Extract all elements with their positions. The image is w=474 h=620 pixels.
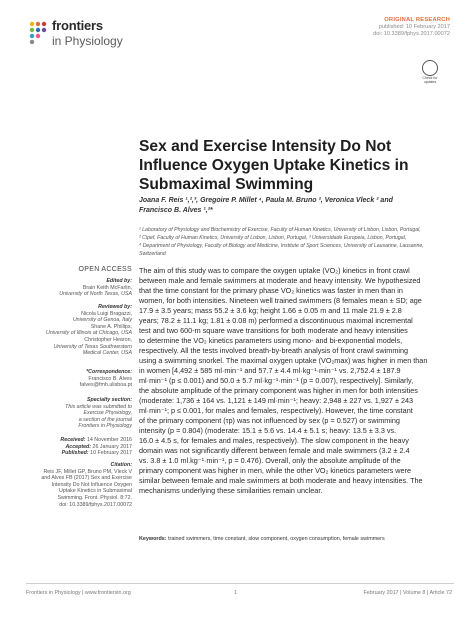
reviewer-affiliation: University of Illinois at Chicago, USA bbox=[46, 330, 132, 337]
abstract-line: vs. 3.8 ± 1.0 ml.kg⁻¹·min⁻¹, p = 0.476). Overall, only the absolute amplitude of the bbox=[139, 456, 401, 466]
abstract-line: in women [4,492 ± 585 ml·min⁻¹ and 57.7 ± 4.4 ml·kg⁻¹·min⁻¹ vs. 2,752.4 ± 187.9 bbox=[139, 366, 401, 376]
editor-affiliation: University of North Texas, USA bbox=[59, 291, 132, 298]
author-line-2: Francisco B. Alves ¹,²* bbox=[139, 207, 213, 214]
citation-line: Uptake Kinetics in Submaximal bbox=[58, 488, 132, 495]
check-updates-badge[interactable] bbox=[420, 60, 440, 84]
abstract-line: similar between female and male swimmers at both moderate and heavy intensities. The bbox=[139, 476, 423, 486]
published-label: Published: bbox=[61, 450, 89, 457]
check-updates-icon bbox=[422, 60, 438, 76]
reviewer-affiliation: University of Texas Southwestern bbox=[53, 343, 132, 350]
abstract-line: 16.0 ± 4.5 s, for females and males, respectively). The slow component in the heavy bbox=[139, 436, 409, 446]
abstract-line: ml·min⁻¹ (p ≤ 0.001) and 50.0 ± 5.7 ml·kg⁻¹·min⁻¹ (p = 0.007), respectively]. Similarly, bbox=[139, 376, 414, 386]
editor-name: Brain Keith McFarlin, bbox=[82, 284, 132, 291]
reviewer-name: Shane A. Phillips, bbox=[90, 323, 132, 330]
abstract-line: years; 78.2 ± 11.1 kg; 1.81 ± 0.08 m) performed a discontinuous maximal incremental bbox=[139, 316, 413, 326]
abstract-line: primary component was higher in men, while the other VO₂ kinetics parameters were bbox=[139, 466, 411, 476]
edited-by-label: Edited by: bbox=[106, 278, 132, 284]
footer-issue: February 2017 | Volume 8 | Article 72 bbox=[363, 590, 452, 596]
affiliation-line: Switzerland bbox=[139, 250, 166, 257]
affiliation-line: ¹ Laboratory of Physiology and Biochemistry of Exercise, Faculty of Human Kinetics, University of Lisbon, Lisbon, Portugal, bbox=[139, 227, 421, 233]
abstract-line: to determine the VO₂ kinetics parameters using mono- and bi-exponential models, bbox=[139, 336, 403, 346]
abstract-line: intensity (p = 0.804) (moderate: 15.1 ± 5.6 vs. 14.4 ± 5.1 s; heavy: 13.5 ± 3.3 vs. bbox=[139, 426, 397, 436]
abstract-line: (moderate: 1,736 ± 164 vs. 1,121 ± 149 ml·min⁻¹; heavy: 2,948 ± 227 vs. 1,927 ± 243 bbox=[139, 396, 414, 406]
abstract-line: domain was not significantly different between female and male swimmers (3.2 ± 2.4 bbox=[139, 446, 410, 456]
specialty-line: Frontiers in Physiology bbox=[78, 423, 132, 430]
abstract-line: using a swimming snorkel. The maximal oxygen uptake (VO₂max) was higher in men than bbox=[139, 356, 428, 366]
corresponding-author: Francisco B. Alves bbox=[88, 375, 132, 382]
reviewer-name: Christopher Hearon, bbox=[84, 336, 132, 343]
citation-line: and Alves FB (2017) Sex and Exercise bbox=[41, 475, 132, 482]
abstract-line: ml·min⁻¹; p ≤ 0.001, for males and females, respectively). However, the time constant bbox=[139, 406, 413, 416]
corresponding-email[interactable]: falves@fmh.ulisboa.pt bbox=[79, 382, 132, 389]
citation-section bbox=[26, 462, 132, 508]
citation-line: Swimming. Front. Physiol. 8:72. bbox=[57, 494, 132, 501]
abstract-line: 17.9 ± 3.5 years; mass 55.2 ± 3.6 kg; height 1.66 ± 0.05 m and 11 male 21.9 ± 2.8 bbox=[139, 306, 402, 316]
affiliations bbox=[139, 227, 451, 259]
abstract-line: test and two 600-m square wave transitions for both moderate and heavy intensities bbox=[139, 326, 408, 336]
citation-line: Intensity Do Not Influence Oxygen bbox=[51, 481, 132, 488]
open-access-label: OPEN ACCESS bbox=[78, 266, 132, 273]
edited-by-section bbox=[26, 278, 132, 298]
author-list bbox=[139, 196, 449, 216]
article-type: ORIGINAL RESEARCH bbox=[384, 17, 450, 23]
citation-line[interactable]: doi: 10.3389/fphys.2017.00072 bbox=[59, 501, 132, 508]
correspondence-section bbox=[26, 369, 132, 389]
correspondence-label: *Correspondence: bbox=[86, 369, 132, 375]
article-title: Sex and Exercise Intensity Do Not Influence Oxygen Uptake Kinetics in Submaximal Swimming bbox=[139, 138, 409, 193]
specialty-line: Exercise Physiology, bbox=[83, 410, 132, 417]
published-date-sidebar: 10 February 2017 bbox=[90, 450, 132, 457]
article-meta bbox=[373, 17, 450, 39]
abstract-line: the absolute amplitude of the primary component was higher in men for both intensities bbox=[139, 386, 418, 396]
affiliation-line: ² Cipef, Faculty of Human Kinetics, University of Lisbon, Lisbon, Portugal, ³ Universidade Europeia, Lisbon, Portugal, bbox=[139, 234, 407, 241]
specialty-line: a section of the journal bbox=[78, 416, 132, 423]
affiliation-line: ⁴ Department of Physiology, Faculty of Biology and Medicine, Institute of Sport Sciences, University of Lausanne, Lausanne, bbox=[139, 242, 424, 249]
reviewer-name: Nicola Luigi Bragazzi, bbox=[81, 310, 132, 317]
received-label: Received: bbox=[60, 437, 86, 443]
citation-label: Citation: bbox=[110, 462, 132, 468]
page-number: 1 bbox=[234, 590, 237, 596]
abstract-line: The aim of this study was to compare the oxygen uptake (VO₂) kinetics in front crawl bbox=[139, 266, 410, 275]
reviewed-by-section bbox=[26, 304, 132, 357]
footer-journal[interactable]: Frontiers in Physiology | www.frontiersin.org bbox=[26, 590, 131, 596]
doi-link[interactable]: doi: 10.3389/fphys.2017.00072 bbox=[373, 31, 450, 38]
journal-logo bbox=[28, 18, 138, 52]
dates-section bbox=[26, 437, 132, 457]
citation-line: Reis JF, Millet GP, Bruno PM, Vleck V bbox=[43, 468, 132, 475]
keywords-text: trained swimmers, time constant, slow component, oxygen consumption, female swimmers bbox=[168, 536, 385, 542]
frontiers-logo-icon bbox=[28, 20, 48, 48]
reviewer-affiliation: Medical Center, USA bbox=[82, 350, 132, 357]
reviewed-by-label: Reviewed by: bbox=[98, 304, 132, 310]
reviewer-affiliation: University of Genoa, Italy bbox=[72, 317, 132, 324]
keywords-label: Keywords: bbox=[139, 536, 167, 542]
abstract-line: that the time constant for the primary phase VO₂ kinetics was faster in men than in bbox=[139, 286, 403, 296]
abstract-line: respectively. All the tests involved breath-by-breath analysis of front crawl swimming bbox=[139, 346, 409, 356]
received-date: 14 November 2016 bbox=[86, 437, 132, 443]
check-updates-label: Check for updates bbox=[422, 76, 438, 84]
published-date: published: 10 February 2017 bbox=[378, 24, 450, 31]
accepted-date: 26 January 2017 bbox=[92, 443, 132, 450]
keywords bbox=[139, 536, 452, 542]
journal-name-primary: frontiers bbox=[52, 18, 103, 33]
abstract bbox=[139, 266, 452, 496]
journal-name-secondary: in Physiology bbox=[52, 34, 123, 48]
accepted-label: Accepted: bbox=[65, 443, 92, 450]
specialty-section bbox=[26, 397, 132, 430]
abstract-line: mechanisms underlying these similarities remain unclear. bbox=[139, 486, 323, 496]
specialty-label: Specialty section: bbox=[86, 397, 132, 403]
author-line-1: Joana F. Reis ¹,²,³, Gregoire P. Millet ⁴, Paula M. Bruno ², Veronica Vleck ² and bbox=[139, 197, 393, 204]
abstract-line: women, for both intensities. Nineteen well trained swimmers (8 females mean ± SD; age bbox=[139, 296, 422, 306]
specialty-line: This article was submitted to bbox=[65, 403, 132, 410]
footer-divider bbox=[26, 583, 454, 584]
abstract-line: of the primary component (τp) was not influenced by sex (p = 0.527) or swimming bbox=[139, 416, 400, 426]
abstract-line: between male and female swimmers at moderate and heavy intensity. We hypothesized bbox=[139, 276, 421, 286]
